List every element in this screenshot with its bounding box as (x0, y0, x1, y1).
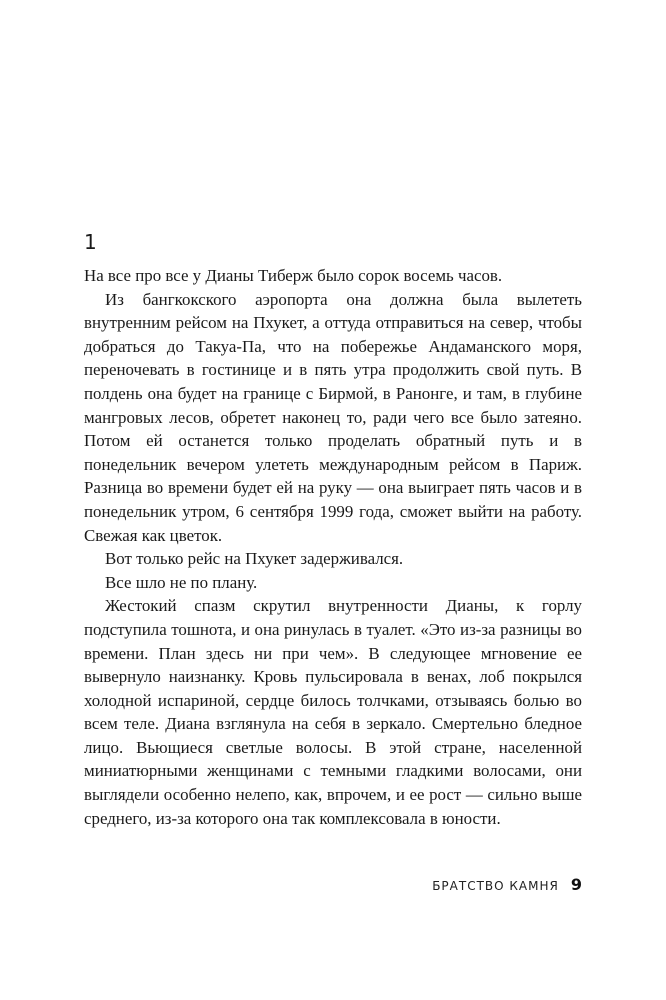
running-footer (84, 875, 582, 894)
paragraph: Вот только рейс на Пхукет задерживался. (105, 549, 404, 569)
paragraph: Все шло не по плану. (105, 572, 258, 592)
chapter-number: 1 (84, 230, 97, 254)
paragraph: Жестокий спазм скрутил внутренности Дианы, к горлу подступила тошнота, и она ринулась в туалет. «Это из-за разницы во времени. План здесь ни при чем». В следующее мгновение ее вывернуло наизнанку. Кровь пульсировала в венах, лоб покрылся холодной испариной, сердце билось толчками, отзываясь болью во всем теле. Диана взглянула на себя в зеркало. Смертельно бледное лицо. Вьющиеся светлые волосы. В этой стране, населенной миниатюрными женщинами с темными гладкими волосами, они выглядели особенно нелепо, как, впрочем, и ее рост — сильно выше среднего, из-за которого она так комплексовала в юности. (84, 596, 582, 828)
paragraph: Из бангкокского аэропорта она должна была вылететь внутренним рейсом на Пхукет, а оттуда отправиться на север, чтобы добраться до Такуа-Па, что на побережье Андаманского моря, переночевать в гостинице и в пять утра продолжить свой путь. В полдень она будет на границе с Бирмой, в Ранонге, и там, в глубине мангровых лесов, обретет наконец то, ради чего все было затеяно. Потом ей останется только проделать обратный путь и в понедельник вечером улететь международным рейсом в Париж. Разница во времени будет ей на руку — она выиграет пять часов и в понедельник утром, 6 сентября 1999 года, сможет выйти на работу. Свежая как цветок. (84, 289, 582, 545)
footer-book-title: БРАТСТВО КАМНЯ (432, 879, 559, 893)
paragraph: На все про все у Дианы Тиберж было сорок восемь часов. (84, 266, 503, 285)
page-number: 9 (570, 875, 582, 894)
text-body (84, 264, 582, 830)
